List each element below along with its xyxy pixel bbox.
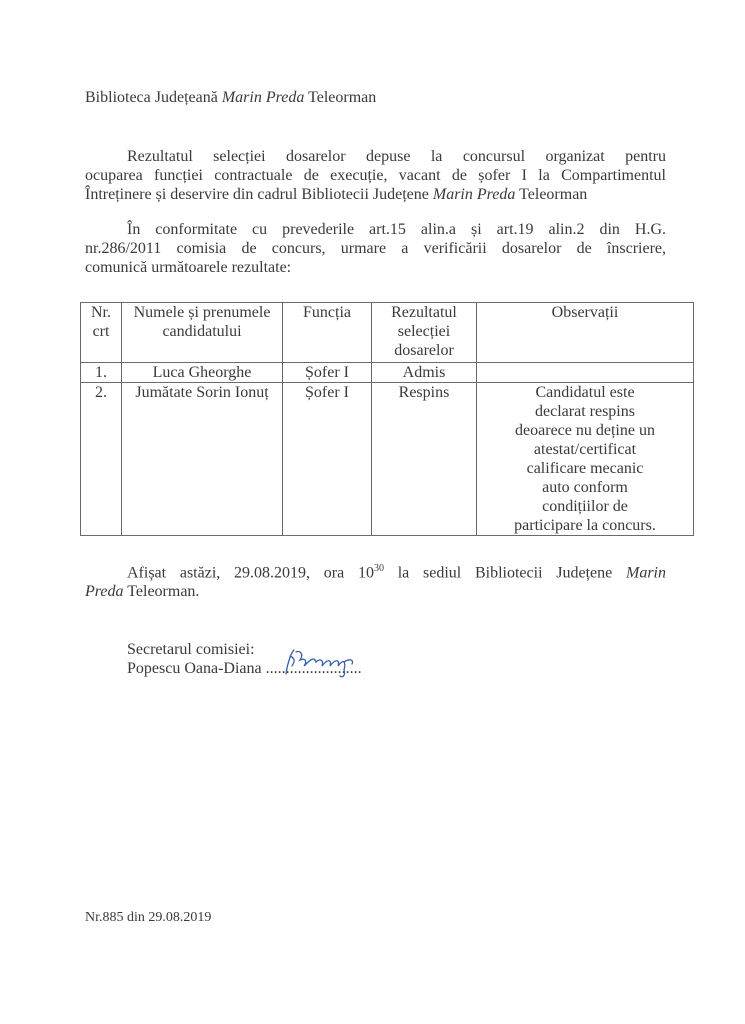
intro-line: Rezultatul selecției dosarelor depuse la concursul organizat pentru	[127, 148, 666, 165]
intro-line3-italic: Marin Preda	[432, 186, 516, 203]
signature-dots: ........................	[265, 660, 362, 677]
header-name: Numele și prenumele candidatului	[122, 303, 283, 363]
institution-title	[85, 88, 376, 107]
row-name: Luca Gheorghe	[122, 363, 283, 383]
row-observations	[477, 363, 694, 383]
intro-line	[85, 185, 666, 204]
signature-title: Secretarul comisiei:	[127, 641, 255, 658]
table-row	[81, 363, 694, 383]
time-superscript: 30	[373, 563, 384, 574]
conformity-line: În conformitate cu prevederile art.15 alin.a și art.19 alin.2 din H.G.	[127, 221, 666, 238]
intro-line3-prefix: Întreținere și deservire din cadrul Bibliotecii Județene	[85, 186, 429, 203]
posted-paragraph	[85, 559, 666, 601]
header-result: Rezultatul selecției dosarelor	[372, 303, 477, 363]
row-result: Admis	[372, 363, 477, 383]
posted-line: Afișat astăzi, 29.08.2019, ora $10^{30}$ la sediul Bibliotecii Județene Marin	[127, 563, 666, 582]
signature-name: Popescu Oana-Diana	[127, 660, 262, 677]
posted-line: Preda Teleorman.	[85, 583, 200, 601]
conformity-line: comunică următoarele rezultate:	[85, 259, 292, 276]
institution-prefix: Biblioteca Județeană	[85, 89, 218, 106]
row-function: Șofer I	[283, 383, 372, 536]
conformity-paragraph	[85, 220, 666, 277]
row-name: Jumătate Sorin Ionuț	[122, 383, 283, 536]
registration-number: Nr.885 din 29.08.2019	[85, 910, 212, 925]
row-observations: Candidatul este declarat respins deoarece nu deține un atestat/certificat calificare mecanic auto conform condițiilor de participare la concurs.	[477, 383, 694, 536]
handwritten-signature	[280, 646, 370, 680]
row-nr: 1.	[81, 363, 122, 383]
intro-paragraph	[85, 147, 666, 204]
header-function: Funcția	[283, 303, 372, 363]
table-header-row	[81, 303, 694, 363]
table-row	[81, 383, 694, 536]
row-result: Respins	[372, 383, 477, 536]
intro-line: ocuparea funcției contractuale de execuție, vacant de șofer I la Compartimentul	[85, 167, 666, 184]
intro-line3-suffix: Teleorman	[519, 186, 588, 203]
institution-italic: Marin Preda	[221, 89, 305, 106]
conformity-line: nr.286/2011 comisia de concurs, urmare a verificării dosarelor de înscriere,	[85, 240, 666, 257]
institution-suffix: Teleorman	[308, 89, 377, 106]
results-table	[80, 302, 694, 536]
row-nr: 2.	[81, 383, 122, 536]
row-function: Șofer I	[283, 363, 372, 383]
header-nr: Nr. crt	[81, 303, 122, 363]
header-observations: Observații	[477, 303, 694, 363]
